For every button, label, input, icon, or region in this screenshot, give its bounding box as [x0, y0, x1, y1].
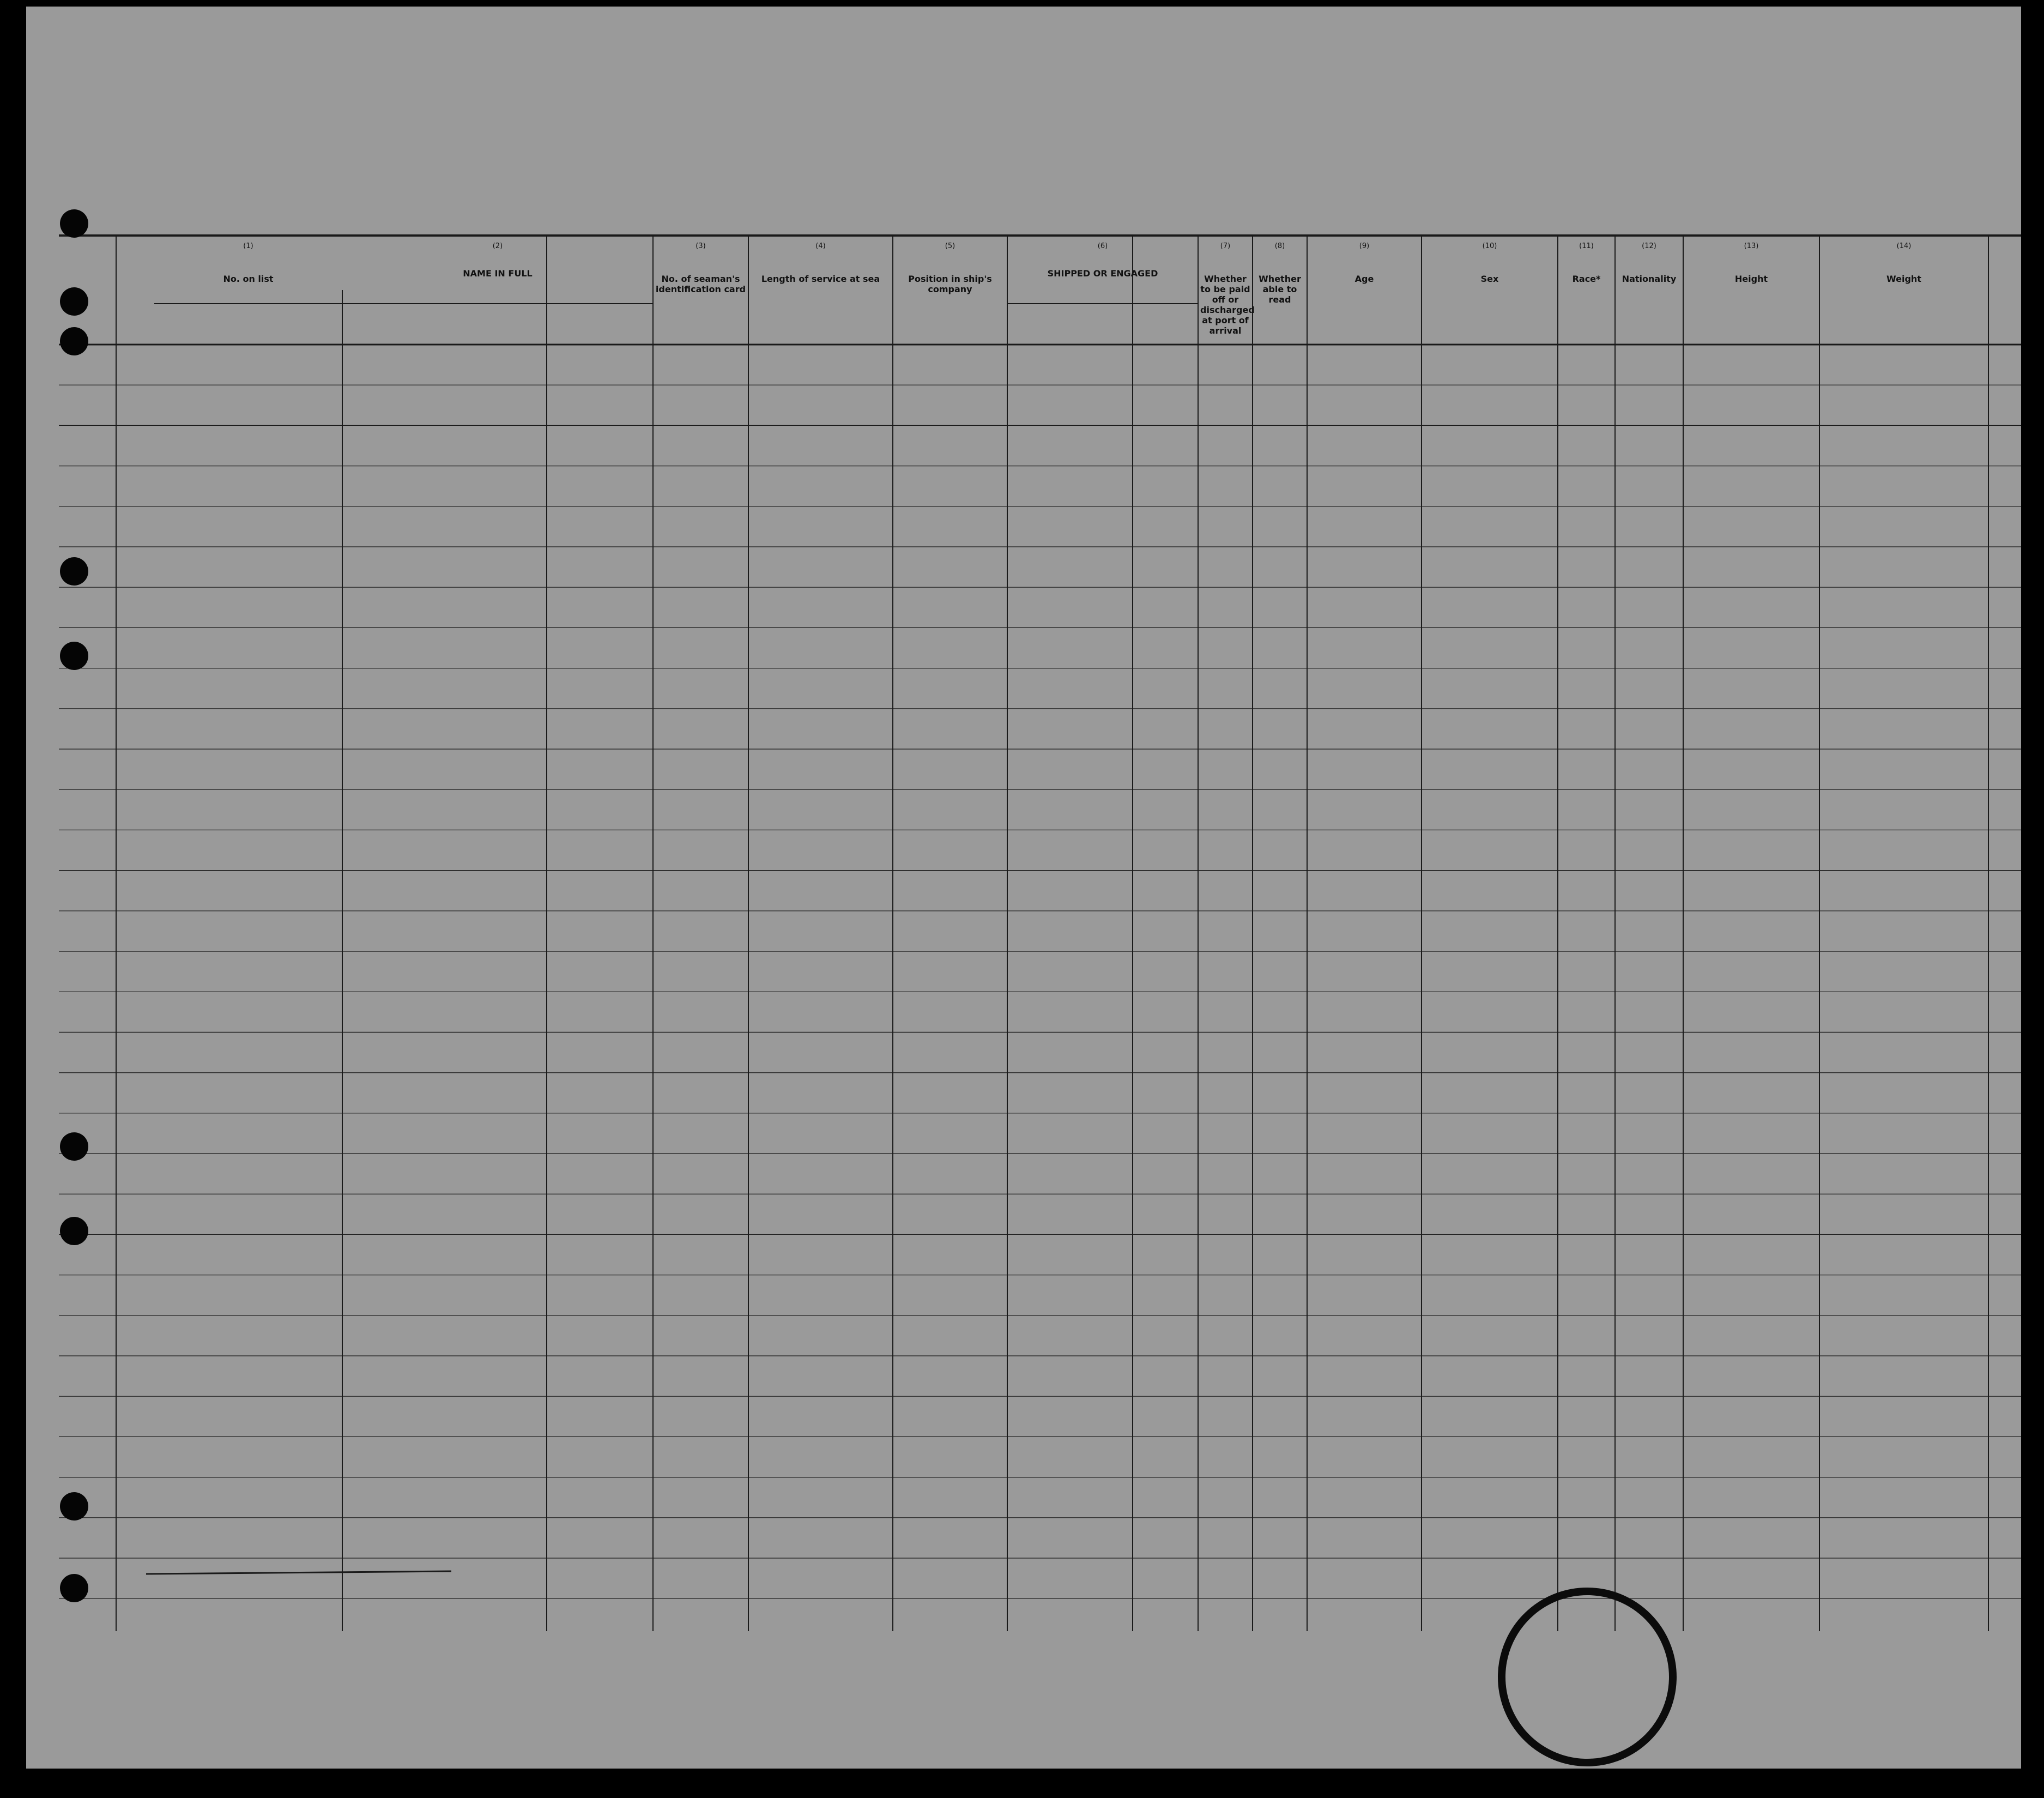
column-number: (13)	[1744, 242, 1759, 250]
column-number: (5)	[945, 242, 956, 250]
column-header: Whether able to read	[1259, 274, 1301, 305]
column-header: Height	[1734, 274, 1768, 284]
manifest-sheet	[26, 7, 2021, 1769]
column-header: Sex	[1480, 274, 1499, 284]
column-header: SHIPPED OR ENGAGED	[1047, 268, 1158, 279]
column-number: (14)	[1896, 242, 1912, 250]
strike-through-line	[146, 1571, 451, 1574]
punch-hole	[60, 209, 88, 238]
column-number: (10)	[1482, 242, 1497, 250]
column-header: Nationality	[1622, 274, 1677, 284]
column-number: (9)	[1359, 242, 1370, 250]
column-header: Whether to be paid off or discharged at port of arrival	[1200, 274, 1255, 336]
punch-hole	[60, 327, 88, 355]
column-number: (2)	[492, 242, 503, 250]
column-header: Weight	[1886, 274, 1921, 284]
column-header: No. of seaman's identification card	[655, 274, 746, 294]
column-number: (7)	[1220, 242, 1231, 250]
punch-hole	[60, 1217, 88, 1245]
column-number: (4)	[815, 242, 826, 250]
column-number: (3)	[696, 242, 706, 250]
punch-hole	[60, 1132, 88, 1161]
punch-hole	[60, 642, 88, 670]
column-header: NAME IN FULL	[463, 268, 533, 279]
column-number: (6)	[1097, 242, 1108, 250]
column-number: (1)	[243, 242, 253, 250]
column-header: No. on list	[223, 274, 274, 284]
column-header: Race*	[1572, 274, 1601, 284]
column-header: Position in ship's company	[908, 274, 992, 294]
punch-hole	[60, 1492, 88, 1521]
punch-hole	[60, 1574, 88, 1602]
punch-hole	[60, 557, 88, 586]
punch-hole	[60, 287, 88, 316]
column-number: (8)	[1274, 242, 1285, 250]
column-header: Age	[1354, 274, 1374, 284]
column-number: (12)	[1642, 242, 1656, 250]
column-number: (11)	[1579, 242, 1594, 250]
column-header: Length of service at sea	[761, 274, 880, 284]
